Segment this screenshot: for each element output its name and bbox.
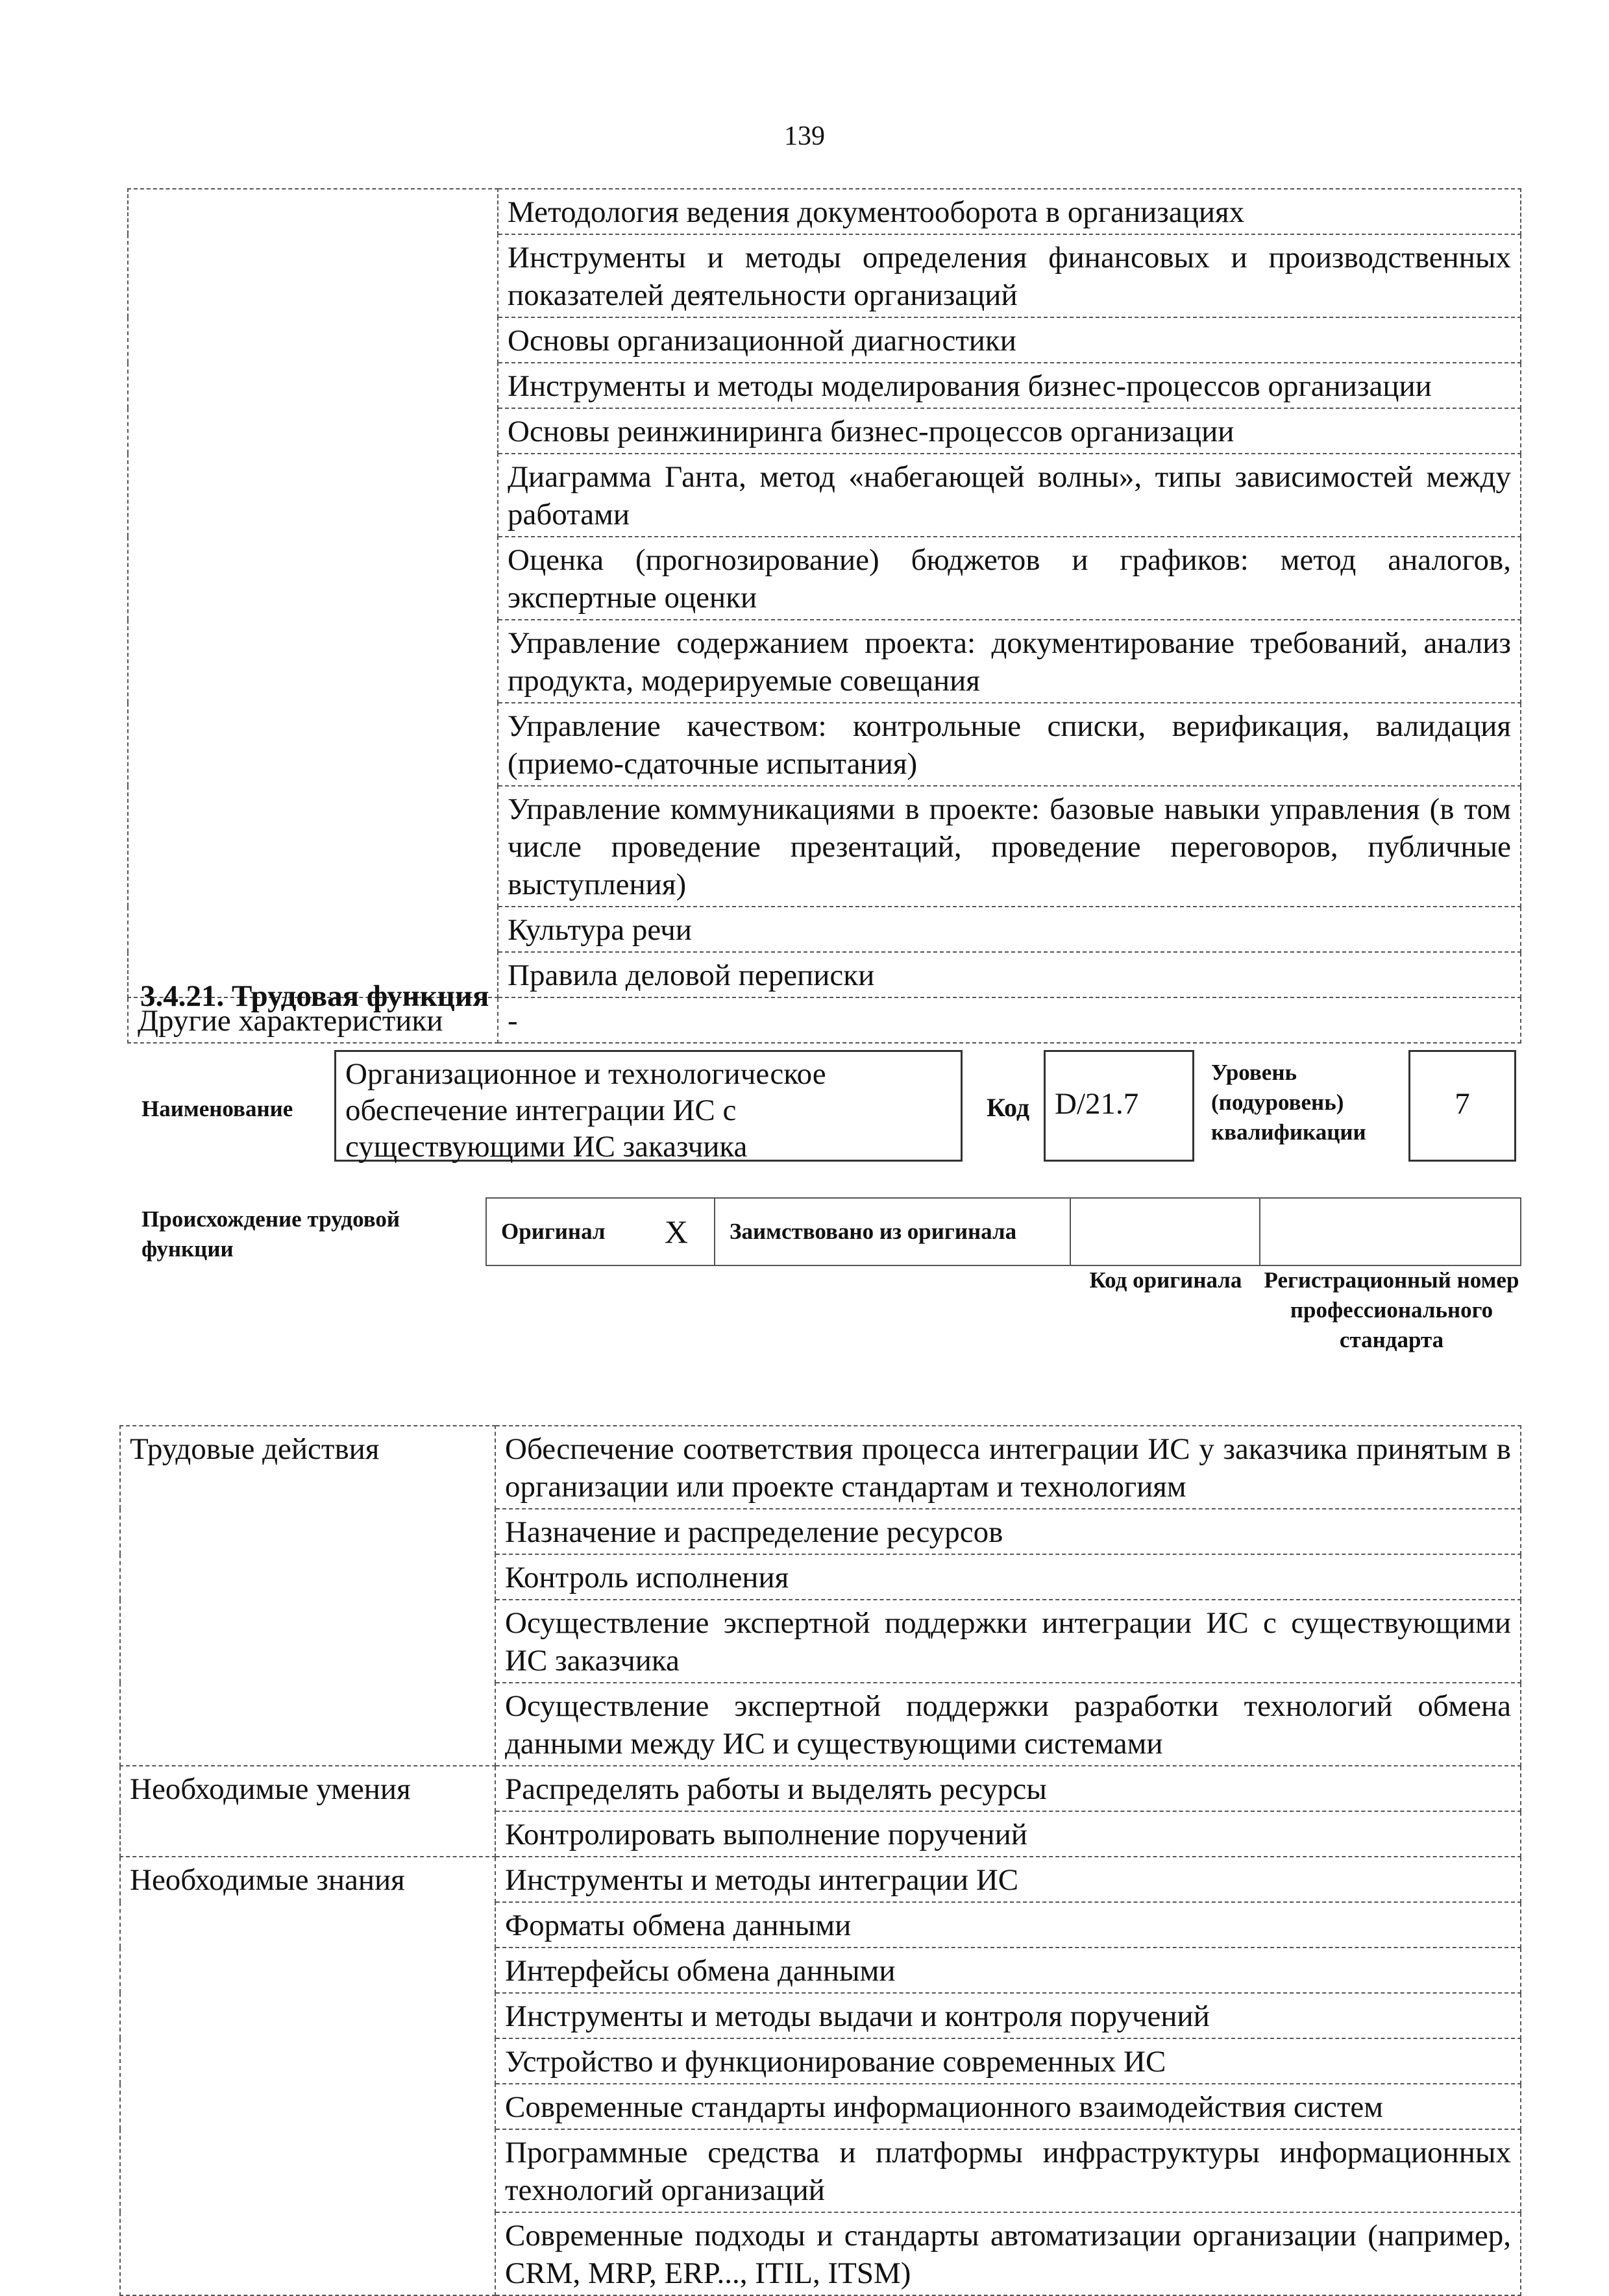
table-cell: Диаграмма Ганта, метод «набегающей волны», типы зависимостей между работами xyxy=(498,454,1521,537)
skills-label: Необходимые умения xyxy=(120,1766,495,1857)
other-characteristics-value: - xyxy=(498,997,1521,1043)
original-code-cell xyxy=(1071,1199,1260,1265)
table-row xyxy=(128,189,1521,234)
borrowed-label: Заимствовано из оригинала xyxy=(715,1199,1071,1265)
origin-original-cell xyxy=(487,1199,715,1265)
origin-label: Происхождение трудовой функции xyxy=(141,1206,400,1262)
code-label: Код xyxy=(987,1093,1030,1122)
table-cell: Управление содержанием проекта: документирование требований, анализ продукта, модерируемые совещания xyxy=(498,620,1521,703)
table-cell: Правила деловой переписки xyxy=(498,952,1521,997)
name-box xyxy=(334,1050,963,1162)
table-row xyxy=(120,1426,1521,1509)
registration-number-caption: Регистрационный номер профессионального стандарта xyxy=(1264,1267,1519,1352)
original-code-caption: Код оригинала xyxy=(1089,1267,1242,1293)
table-cell: Форматы обмена данными xyxy=(495,1902,1521,1948)
table-cell: Интерфейсы обмена данными xyxy=(495,1948,1521,1993)
labor-function-table xyxy=(119,1425,1521,2296)
table-row xyxy=(120,1766,1521,1811)
table-cell: Инструменты и методы выдачи и контроля поручений xyxy=(495,1993,1521,2038)
other-characteristics-label: Другие характеристики xyxy=(128,997,498,1043)
table-cell: Методология ведения документооборота в организациях xyxy=(498,189,1521,234)
page-number: 139 xyxy=(784,121,825,151)
code-value: D/21.7 xyxy=(1055,1087,1139,1121)
table-cell: Осуществление экспертной поддержки разработки технологий обмена данными между ИС и существующими системами xyxy=(495,1683,1521,1766)
table-cell: Оценка (прогнозирование) бюджетов и графиков: метод аналогов, экспертные оценки xyxy=(498,537,1521,620)
registration-number-cell xyxy=(1260,1199,1520,1265)
table-cell: Современные стандарты информационного взаимодействия систем xyxy=(495,2084,1521,2129)
table-cell: Культура речи xyxy=(498,907,1521,952)
name-label: Наименование xyxy=(141,1096,293,1121)
level-value: 7 xyxy=(1455,1087,1470,1121)
table-cell: Современные подходы и стандарты автоматизации организации (например, CRM, MRP, ERP..., ITIL, ITSM) xyxy=(495,2212,1521,2295)
table-cell: Обеспечение соответствия процесса интеграции ИС у заказчика принятым в организации или проекте стандартам и технологиям xyxy=(495,1426,1521,1509)
table-row xyxy=(120,1857,1521,1902)
table-cell: Контроль исполнения xyxy=(495,1554,1521,1600)
level-label: Уровень (подуровень) квалификации xyxy=(1211,1060,1366,1145)
table-cell: Инструменты и методы определения финансовых и производственных показателей деятельности организаций xyxy=(498,234,1521,317)
actions-label: Трудовые действия xyxy=(120,1426,495,1766)
knowledge-table-continued xyxy=(127,188,1521,1044)
table-cell: Инструменты и методы интеграции ИС xyxy=(495,1857,1521,1902)
table-cell: Управление коммуникациями в проекте: базовые навыки управления (в том числе проведение презентаций, проведение переговоров, публичные выступления) xyxy=(498,786,1521,907)
table-cell: Управление качеством: контрольные списки, верификация, валидация (приемо-сдаточные испытания) xyxy=(498,703,1521,786)
original-mark: X xyxy=(664,1214,688,1250)
table-cell: Основы организационной диагностики xyxy=(498,317,1521,363)
table-cell: Инструменты и методы моделирования бизнес-процессов организации xyxy=(498,363,1521,408)
section-heading: 3.4.21. Трудовая функция xyxy=(140,979,489,1013)
table-cell: Основы реинжиниринга бизнес-процессов организации xyxy=(498,408,1521,454)
level-box xyxy=(1408,1050,1516,1162)
table-cell: Распределять работы и выделять ресурсы xyxy=(495,1766,1521,1811)
table-cell: Программные средства и платформы инфраструктуры информационных технологий организаций xyxy=(495,2129,1521,2212)
table-cell: Осуществление экспертной поддержки интеграции ИС с существующими ИС заказчика xyxy=(495,1600,1521,1683)
name-value: Организационное и технологическое обеспечение интеграции ИС с существующими ИС заказчика xyxy=(345,1057,826,1164)
knowledge-label: Необходимые знания xyxy=(120,1857,495,2295)
table-cell: Устройство и функционирование современных ИС xyxy=(495,2038,1521,2084)
origin-row xyxy=(485,1197,1521,1266)
original-label: Оригинал xyxy=(501,1219,606,1244)
code-box xyxy=(1044,1050,1194,1162)
table-cell: Назначение и распределение ресурсов xyxy=(495,1509,1521,1554)
empty-label-cell xyxy=(128,189,498,997)
table-cell: Контролировать выполнение поручений xyxy=(495,1811,1521,1857)
